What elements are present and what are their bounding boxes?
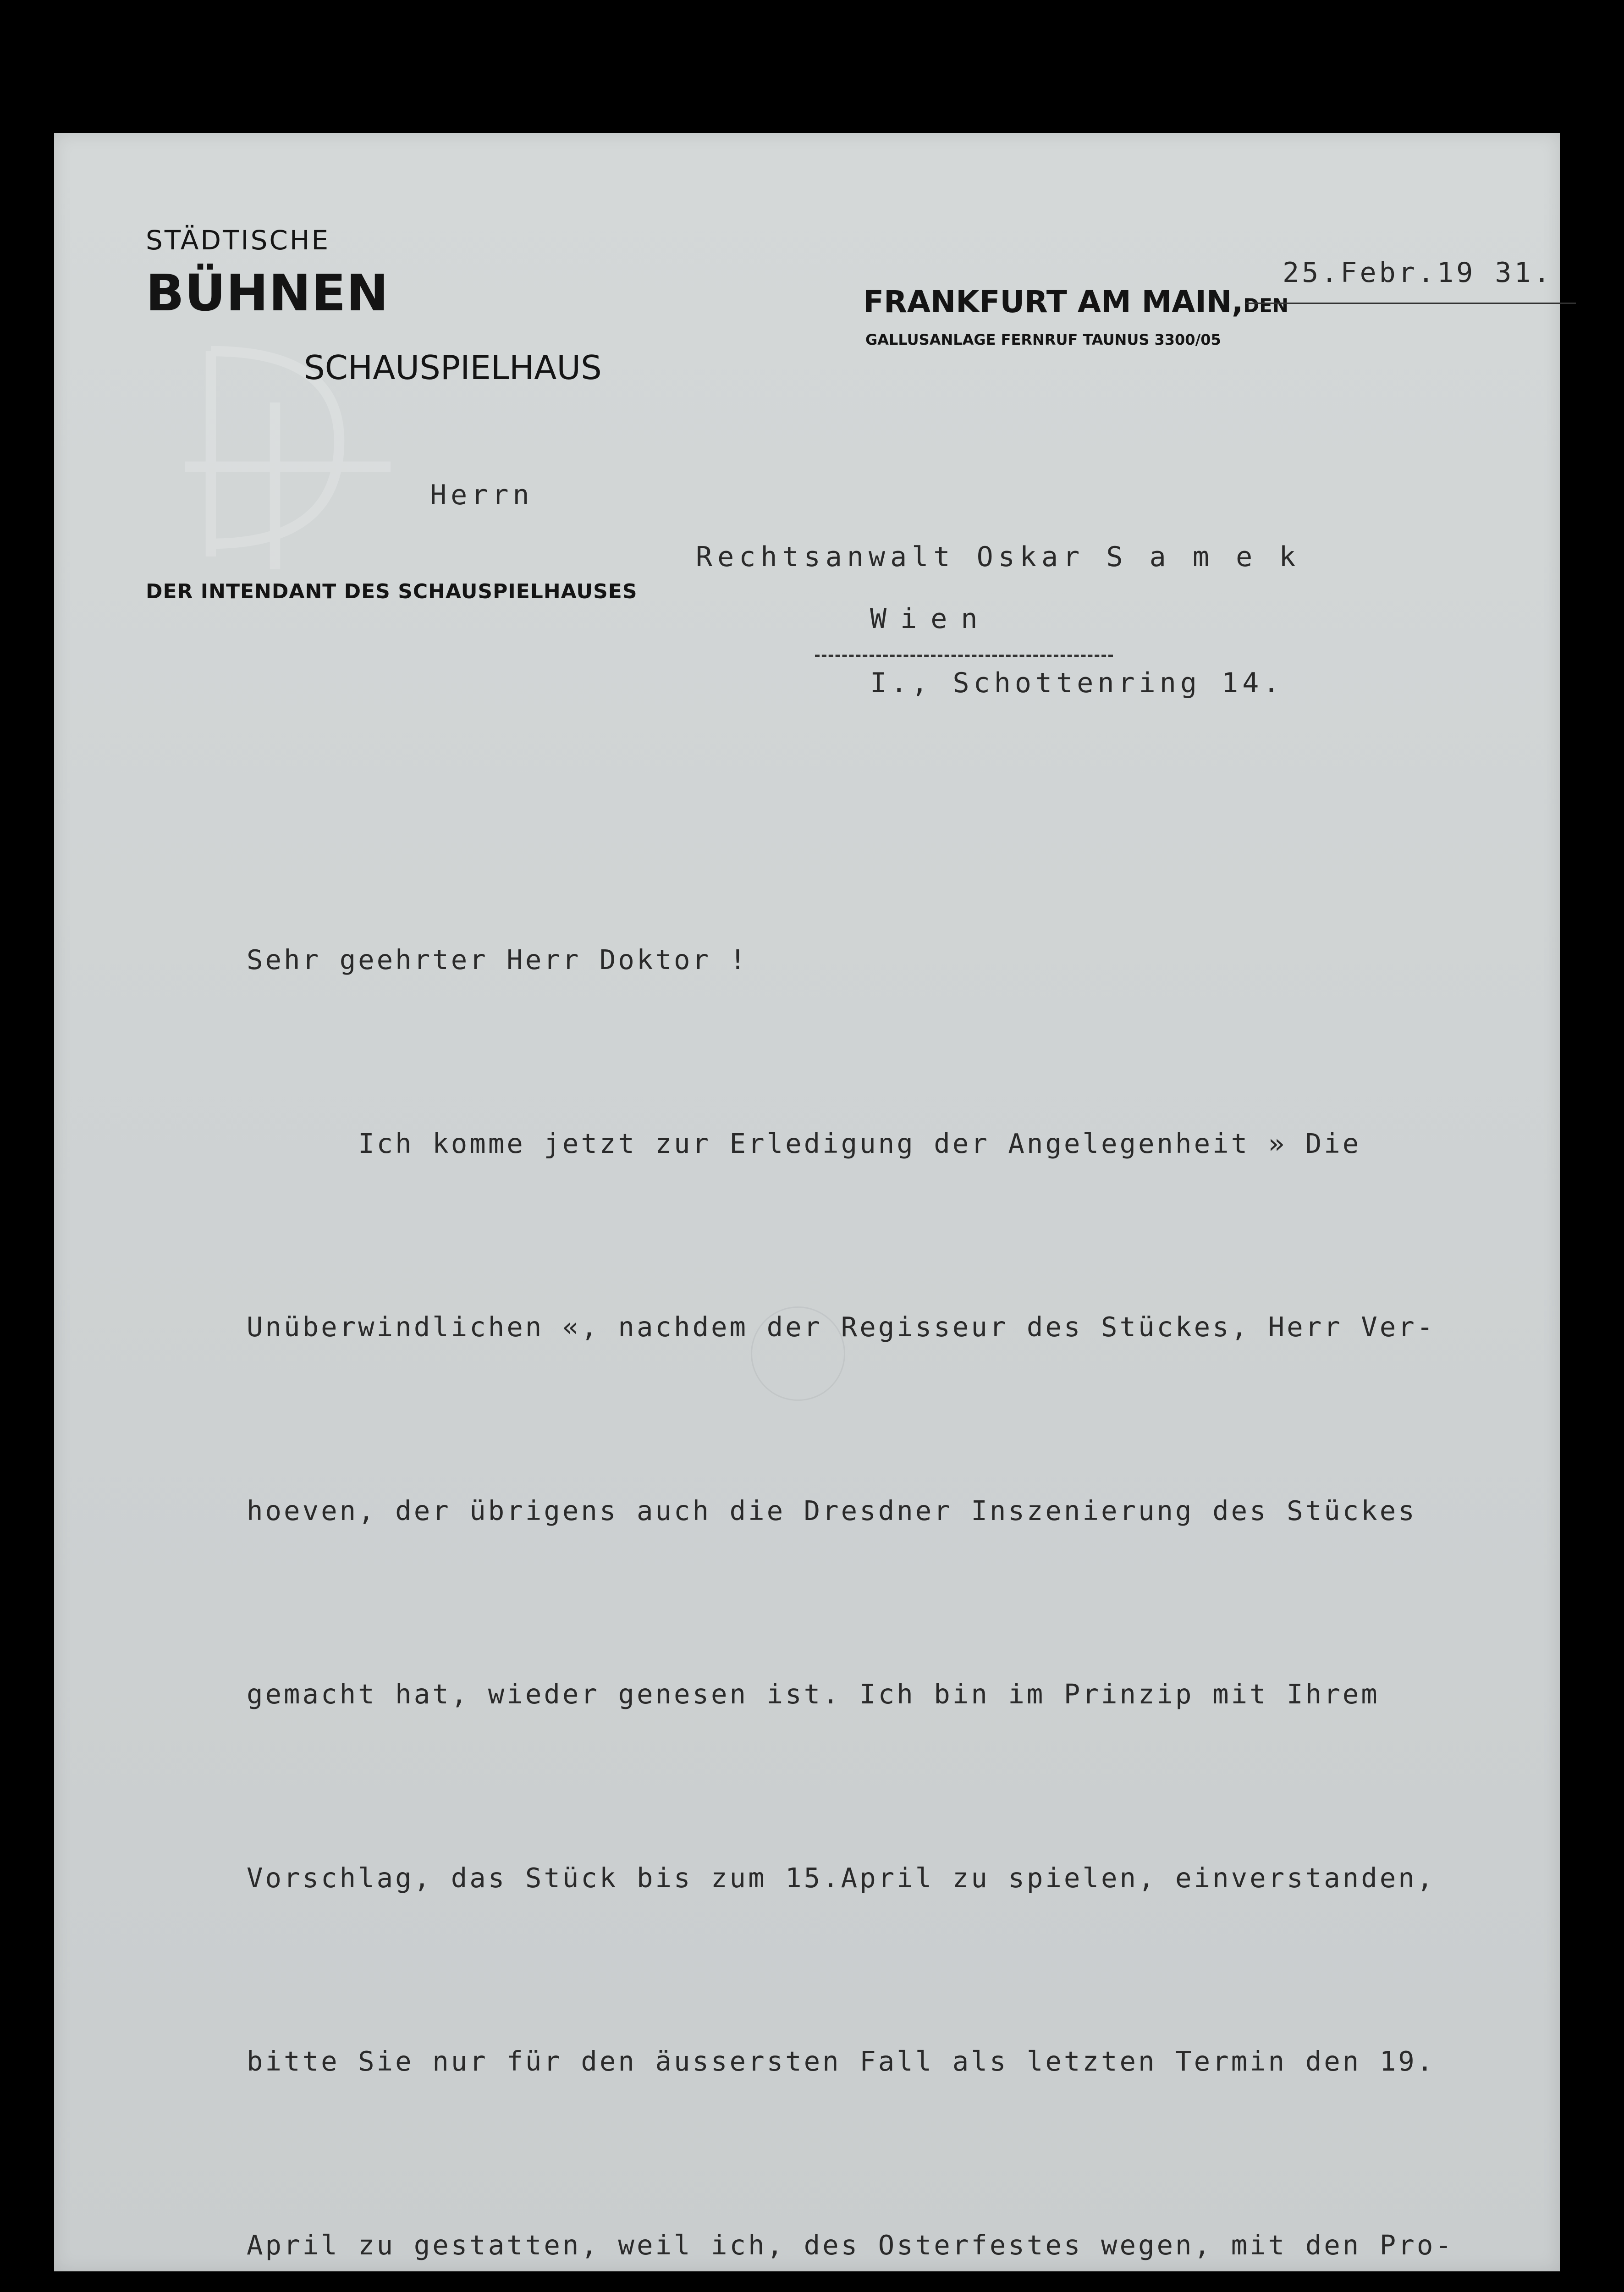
body-line: bitte Sie nur für den äussersten Fall als letzten Termin den 19. (247, 2045, 1436, 2077)
letterhead-staedtische: STÄDTISCHE (146, 225, 330, 256)
letter-sheet (54, 133, 1560, 2271)
city-name: FRANKFURT AM MAIN, (863, 284, 1244, 320)
recipient-street: I., Schottenring 14. (870, 667, 1284, 699)
body-line: gemacht hat, wieder genesen ist. Ich bin im Prinzip mit Ihrem (247, 1678, 1380, 1710)
letter-body (247, 807, 1558, 2292)
recipient-salutation: Herrn (430, 479, 534, 511)
body-line: hoeven, der übrigens auch die Dresdner Inszenierung des Stückes (247, 1494, 1417, 1526)
date-text: 25.Febr.19 31. (1283, 257, 1553, 289)
letterhead-buehnen: BÜHNEN (146, 264, 389, 322)
body-line: Ich komme jetzt zur Erledigung der Angelegenheit » Die (247, 1127, 1361, 1159)
letterhead-city (863, 284, 1288, 320)
body-line: Unüberwindlichen «, nachdem der Regisseur des Stückes, Herr Ver- (247, 1311, 1436, 1343)
body-line: Vorschlag, das Stück bis zum 15.April zu spielen, einverstanden, (247, 1862, 1436, 1894)
recipient-city: Wien (870, 603, 991, 635)
letterhead-schauspielhaus: SCHAUSPIELHAUS (304, 348, 602, 387)
letterhead-address: GALLUSANLAGE FERNRUF TAUNUS 3300/05 (865, 331, 1221, 348)
recipient-name: Rechtsanwalt Oskar S a m e k (696, 541, 1301, 573)
body-line: Sehr geehrter Herr Doktor ! (247, 944, 749, 975)
address-underline (815, 655, 1113, 657)
city-den: DEN (1243, 294, 1288, 317)
date-line (1246, 257, 1576, 304)
letterhead-department: DER INTENDANT DES SCHAUSPIELHAUSES (146, 580, 638, 603)
body-line: April zu gestatten, weil ich, des Osterfestes wegen, mit den Pro- (247, 2229, 1454, 2261)
